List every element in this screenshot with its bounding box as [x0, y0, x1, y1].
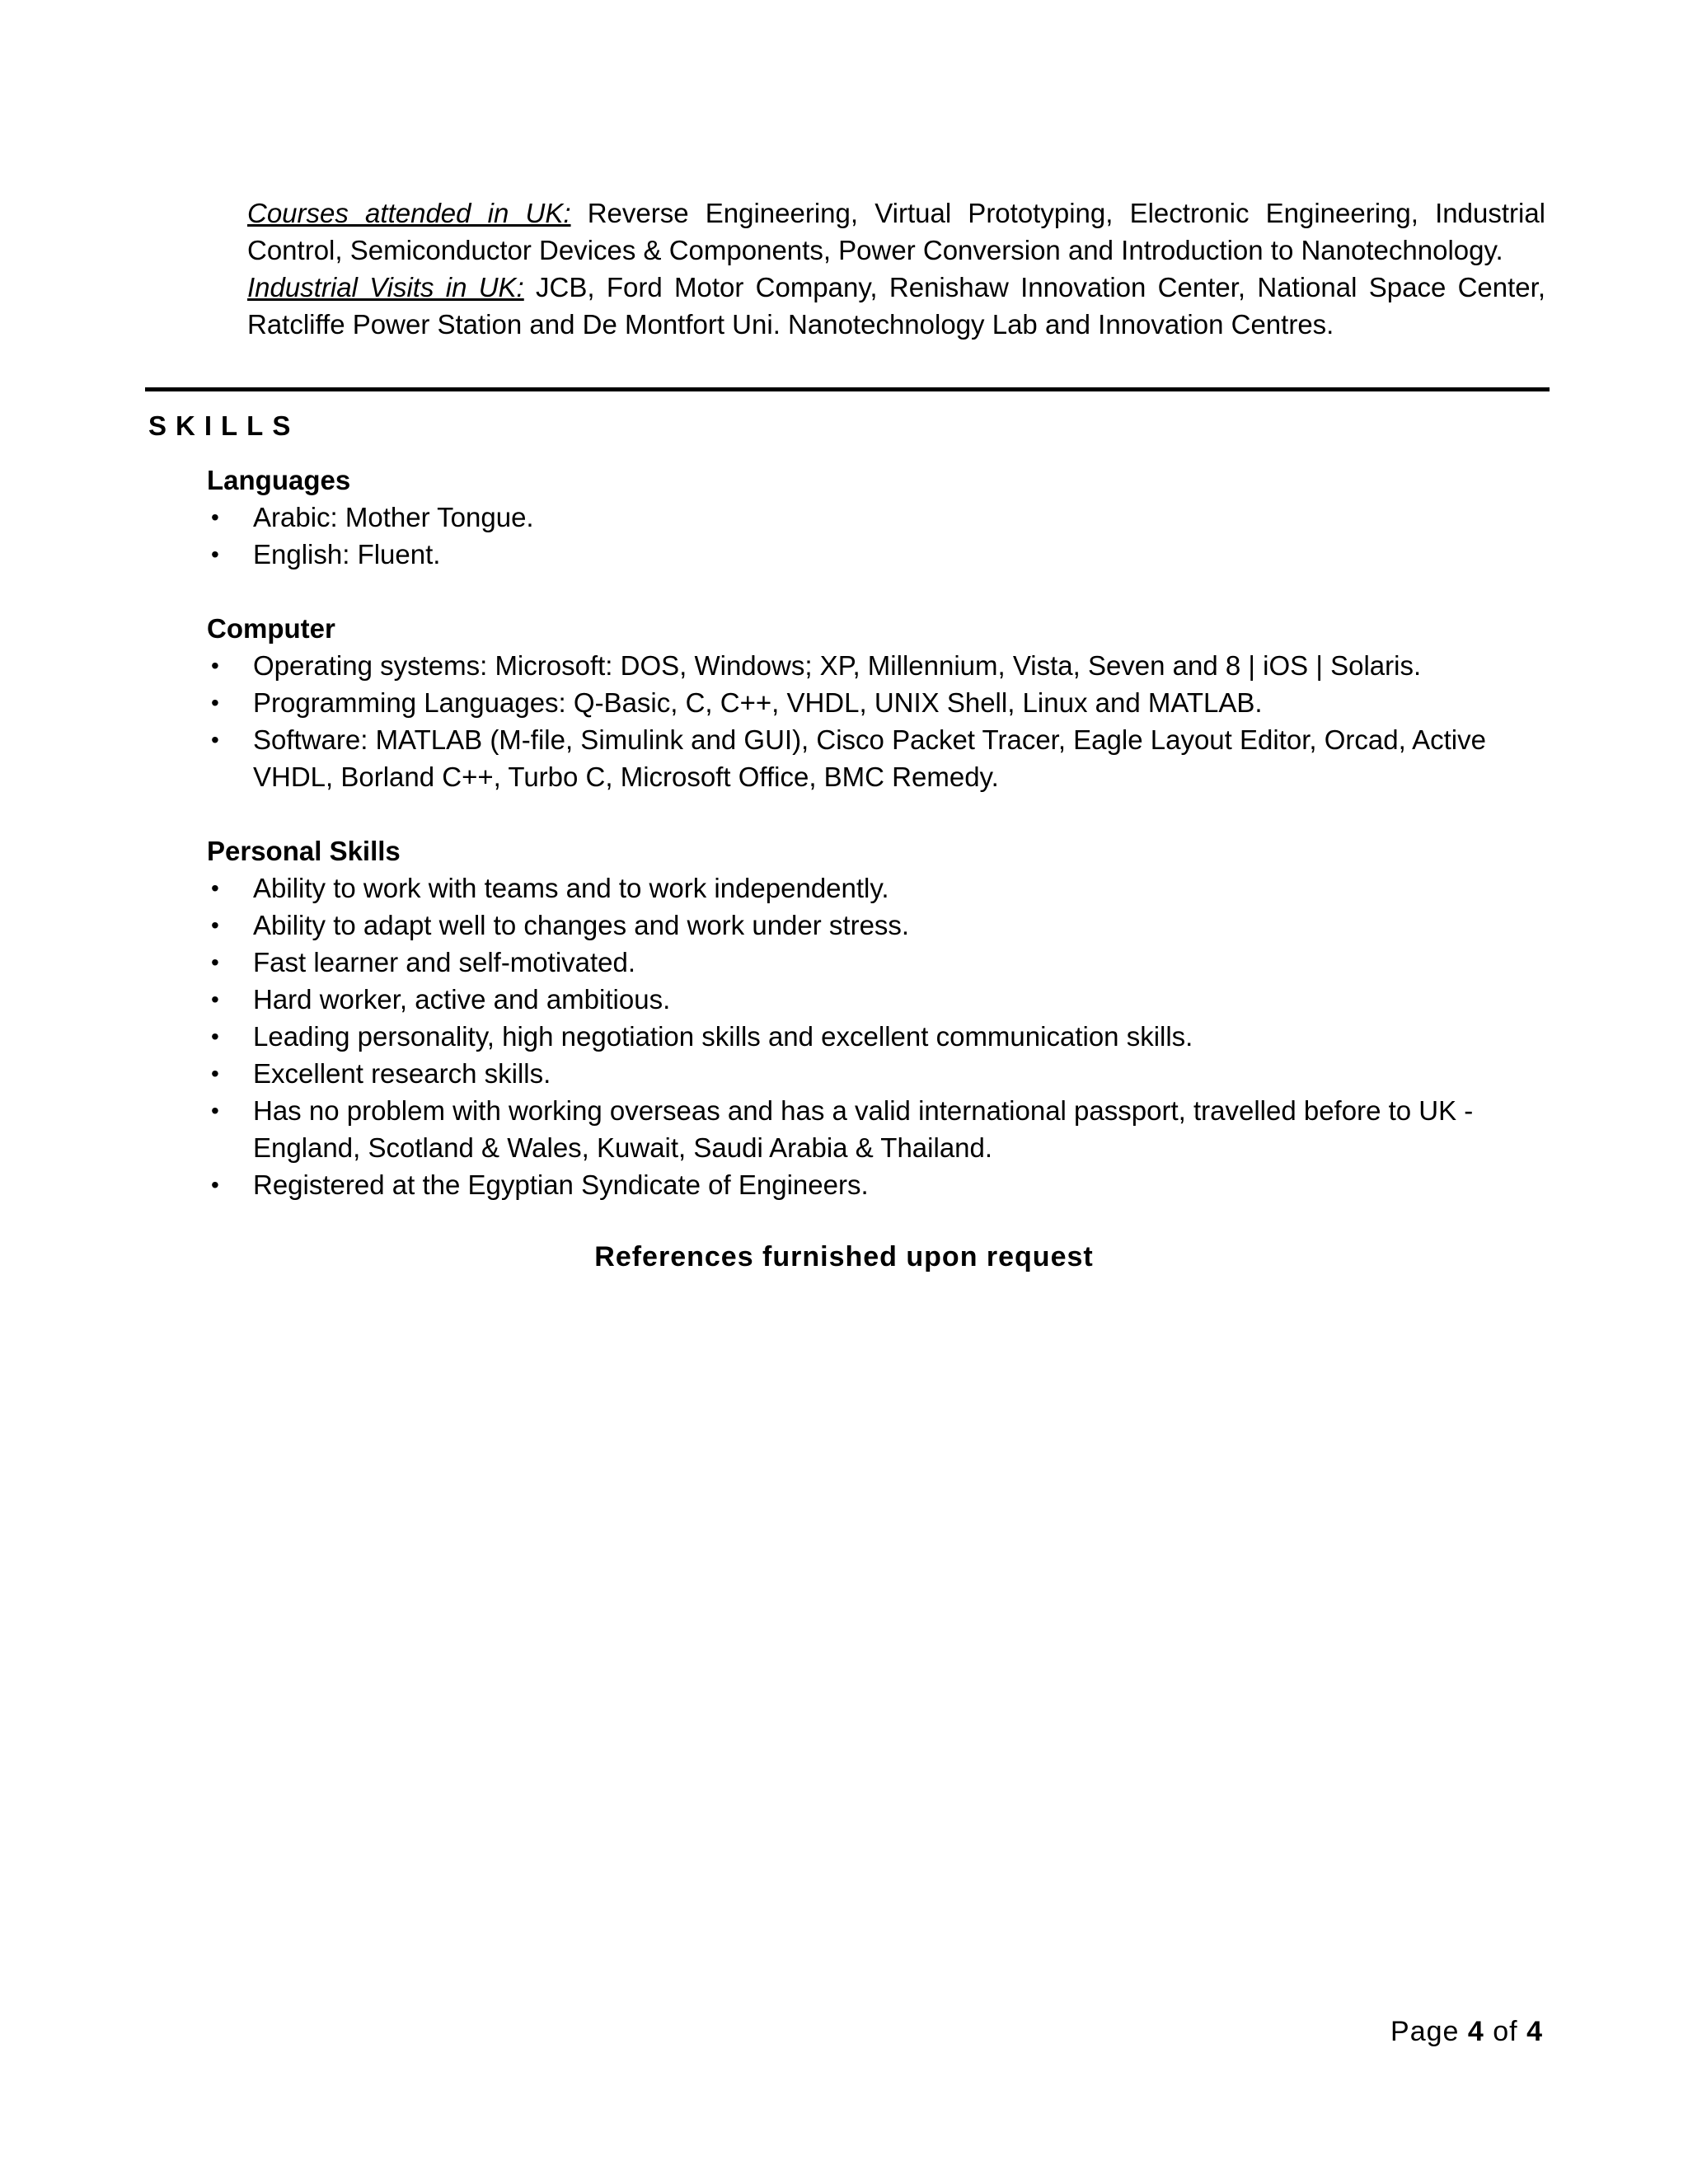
references-note: References furnished upon request [594, 1241, 1094, 1272]
visits-lead: Industrial Visits in UK: [247, 272, 524, 302]
personal-skills-group [207, 832, 1550, 1203]
of-word: of [1493, 2016, 1518, 2047]
list-item: • Ability to work with teams and to work independently. [207, 869, 1550, 907]
skills-section [207, 462, 1550, 1240]
computer-list [207, 647, 1550, 795]
bullet-icon: • [211, 1098, 219, 1123]
page-word: Page [1390, 2016, 1460, 2047]
list-item: • Fast learner and self-motivated. [207, 944, 1550, 981]
courses-paragraph [247, 194, 1545, 269]
bullet-icon: • [211, 1172, 219, 1197]
list-item: • Has no problem with working overseas and has a valid international passport, travelled before to UK - England, Scotland & Wales, Kuwait, Saudi Arabia & Thailand. [207, 1092, 1550, 1166]
bullet-icon: • [211, 1024, 219, 1049]
bullet-icon: • [211, 875, 219, 901]
courses-lead: Courses attended in UK: [247, 198, 571, 228]
list-item: • Arabic: Mother Tongue. [207, 499, 1550, 536]
personal-skills-list [207, 869, 1550, 1203]
list-item: • English: Fluent. [207, 536, 1550, 573]
visits-text: JCB, Ford Motor Company, Renishaw Innovation Center, National Space Center, Ratcliffe Power Station and De Montfort Uni. Nanotechnology Lab and Innovation Centres. [247, 272, 1545, 340]
bullet-icon: • [211, 1061, 219, 1086]
page-number [1390, 2016, 1543, 2048]
languages-title: Languages [207, 465, 351, 495]
bullet-icon: • [211, 949, 219, 975]
current-page: 4 [1467, 2016, 1484, 2047]
total-pages: 4 [1526, 2016, 1543, 2047]
section-divider [145, 387, 1550, 391]
bullet-icon: • [211, 727, 219, 752]
languages-list [207, 499, 1550, 573]
courses-text: Reverse Engineering, Virtual Prototyping, Electronic Engineering, Industrial Control, Semiconductor Devices & Components, Power Conversion and Introduction to Nanotechnology. [247, 198, 1545, 265]
languages-group [207, 462, 1550, 573]
list-item: • Ability to adapt well to changes and work under stress. [207, 907, 1550, 944]
bullet-icon: • [211, 690, 219, 715]
list-item: • Operating systems: Microsoft: DOS, Windows; XP, Millennium, Vista, Seven and 8 | iOS | Solaris. [207, 647, 1550, 684]
bullet-icon: • [211, 987, 219, 1012]
uk-experience-block [247, 194, 1545, 343]
personal-skills-title: Personal Skills [207, 836, 401, 866]
computer-title: Computer [207, 613, 335, 644]
bullet-icon: • [211, 541, 219, 567]
list-item: • Software: MATLAB (M-file, Simulink and GUI), Cisco Packet Tracer, Eagle Layout Editor, Orcad, Active VHDL, Borland C++, Turbo C, Microsoft Office, BMC Remedy. [207, 721, 1550, 795]
list-item: • Excellent research skills. [207, 1055, 1550, 1092]
list-item: • Registered at the Egyptian Syndicate of Engineers. [207, 1166, 1550, 1203]
visits-paragraph [247, 269, 1545, 343]
bullet-icon: • [211, 912, 219, 938]
list-item: • Leading personality, high negotiation skills and excellent communication skills. [207, 1018, 1550, 1055]
bullet-icon: • [211, 504, 219, 530]
list-item: • Programming Languages: Q-Basic, C, C++, VHDL, UNIX Shell, Linux and MATLAB. [207, 684, 1550, 721]
list-item: • Hard worker, active and ambitious. [207, 981, 1550, 1018]
bullet-icon: • [211, 653, 219, 678]
computer-group [207, 610, 1550, 795]
skills-heading: SKILLS [148, 410, 300, 441]
